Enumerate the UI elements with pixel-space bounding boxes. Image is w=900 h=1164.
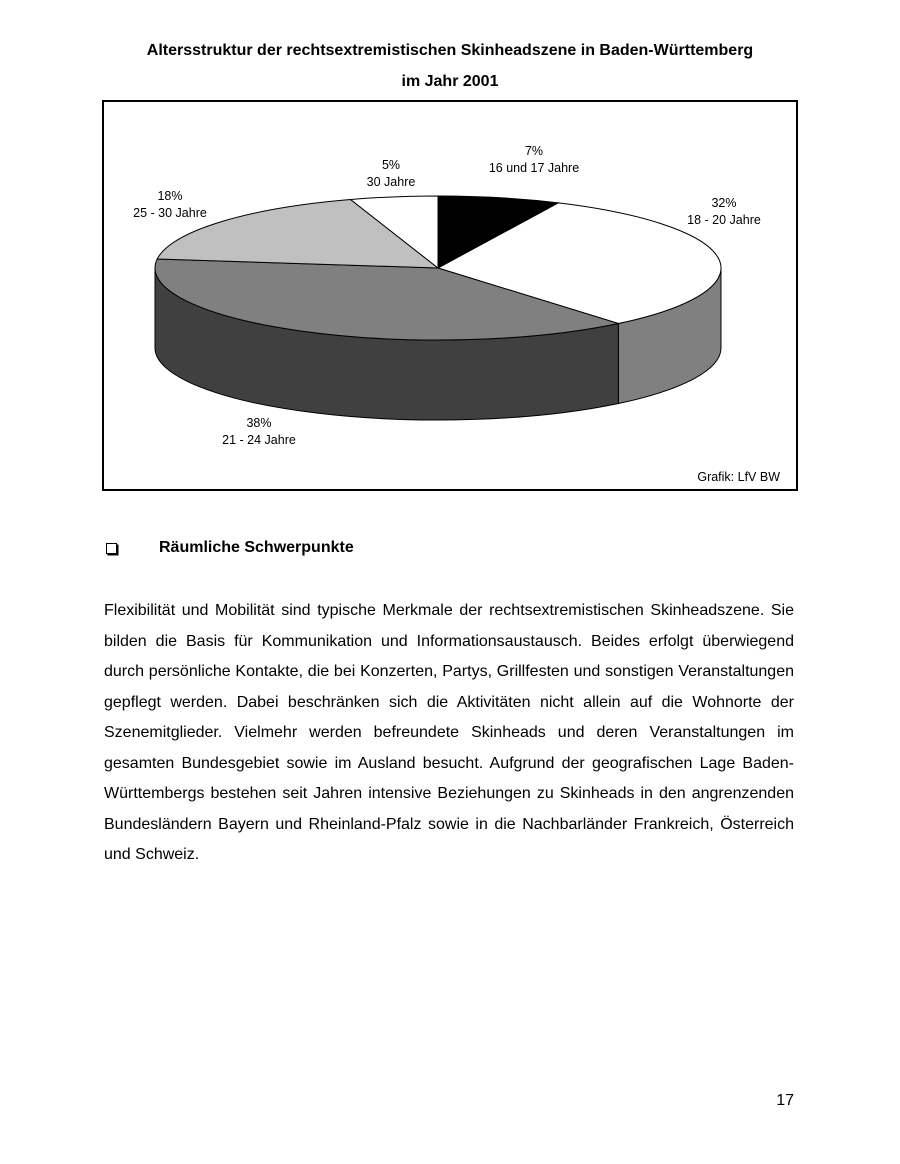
pie-value-label-3: 18%: [157, 189, 183, 203]
section-heading: [104, 539, 354, 557]
pie-category-label-2: 21 - 24 Jahre: [222, 433, 296, 447]
pie-category-label-1: 18 - 20 Jahre: [687, 213, 761, 227]
pie-category-label-4: 30 Jahre: [366, 175, 416, 189]
checkbox-bullet-icon: [106, 543, 117, 554]
chart-title-line1: Altersstruktur der rechtsextremistischen Skinheadszene in Baden-Württemberg: [146, 42, 754, 59]
pie-category-label-0: 16 und 17 Jahre: [488, 161, 580, 175]
page-number: 17: [776, 1092, 794, 1109]
chart-credit: Grafik: LfV BW: [697, 470, 780, 484]
section-heading-text: Räumliche Schwerpunkte: [159, 539, 354, 556]
pie-value-label-1: 32%: [711, 196, 737, 210]
pie-value-label-4: 5%: [381, 158, 401, 172]
pie-value-label-0: 7%: [524, 144, 544, 158]
chart-title-line2: im Jahr 2001: [401, 73, 499, 90]
body-paragraph: Flexibilität und Mobilität sind typische Merkmale der rechtsextremistischen Skinheadszene. Sie bilden die Basis für Kommunikation und Informationsaustausch. Beides erfolgt überwiegend durch persönliche Kontakte, die bei Konzerten, Partys, Grillfesten und sonstigen Veranstaltungen gepflegt werden. Dabei beschränken sich die Aktivitäten nicht allein auf die Wohnorte der Szenemitglieder. Vielmehr werden befreundete Skinheads und deren Veranstaltungen im gesamten Bundesgebiet sowie im Ausland besucht. Aufgrund der geografischen Lage Baden-Württembergs bestehen seit Jahren intensive Beziehungen zu Skinheads in den angrenzenden Bundesländern Bayern und Rheinland-Pfalz sowie in die Nachbarländer Frankreich, Österreich und Schweiz.: [104, 602, 794, 863]
pie-category-label-3: 25 - 30 Jahre: [133, 206, 207, 220]
pie-chart: [104, 102, 796, 489]
pie-value-label-2: 38%: [246, 416, 272, 430]
chart-frame: [102, 100, 798, 491]
